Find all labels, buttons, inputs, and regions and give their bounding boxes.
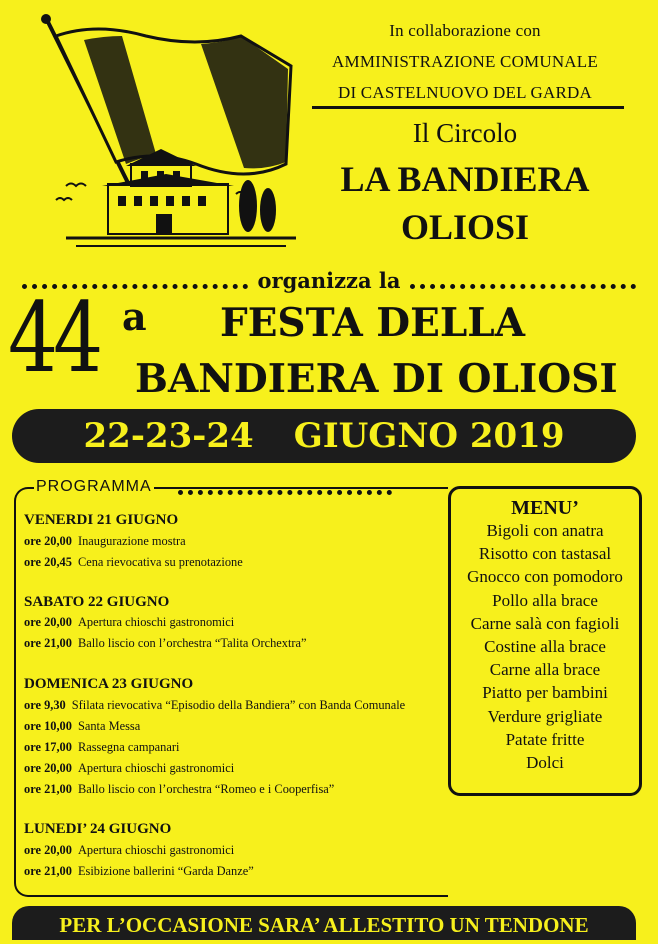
event-text: Cena rievocativa su prenotazione xyxy=(77,555,243,569)
event-time: ore 20,00 xyxy=(24,534,72,548)
day-label: VENERDI 21 GIUGNO xyxy=(24,512,179,528)
event-text: Ballo liscio con l’orchestra “Talita Orchextra” xyxy=(77,636,307,650)
event-text: Apertura chioschi gastronomici xyxy=(77,843,235,857)
date-bar xyxy=(12,409,636,463)
event-text: Ballo liscio con l’orchestra “Romeo e i Cooperfisa” xyxy=(77,782,335,796)
event-row xyxy=(24,843,234,858)
menu-item: Dolci xyxy=(526,753,564,773)
event-days: 22-23-24 xyxy=(83,416,254,456)
event-month-year: GIUGNO 2019 xyxy=(293,416,565,456)
flag-villa-logo xyxy=(36,14,306,254)
event-row xyxy=(24,740,179,755)
event-row xyxy=(24,761,234,776)
edition-ordinal: a xyxy=(122,294,147,339)
footer-banner: PER L’OCCASIONE SARA’ ALLESTITO UN TENDONE xyxy=(12,906,636,940)
programma-title: PROGRAMMA xyxy=(36,478,152,495)
menu-item: Verdure grigliate xyxy=(487,706,603,726)
menu-item: Gnocco con pomodoro xyxy=(467,567,623,587)
event-text: Esibizione ballerini “Garda Danze” xyxy=(77,864,254,878)
event-text: Apertura chioschi gastronomici xyxy=(77,615,235,629)
event-text: Rassegna campanari xyxy=(77,740,180,754)
day-label: SABATO 22 GIUGNO xyxy=(24,594,170,610)
menu-item: Costine alla brace xyxy=(484,637,606,657)
event-text: Inaugurazione mostra xyxy=(77,534,186,548)
event-text: Apertura chioschi gastronomici xyxy=(77,761,235,775)
menu-item: Piatto per bambini xyxy=(482,683,608,703)
collab-intro: In collaborazione con xyxy=(389,21,541,40)
event-row xyxy=(24,719,140,734)
event-time: ore 20,00 xyxy=(24,615,72,629)
event-time: ore 21,00 xyxy=(24,636,72,650)
event-time: ore 10,00 xyxy=(24,719,72,733)
event-time: ore 21,00 xyxy=(24,782,72,796)
circolo-intro: Il Circolo xyxy=(412,118,518,148)
menu-title: MENU’ xyxy=(511,497,579,519)
dots-right xyxy=(410,278,636,289)
collab-town: DI CASTELNUOVO DEL GARDA xyxy=(338,83,592,102)
day-label: LUNEDI’ 24 GIUGNO xyxy=(24,821,172,837)
event-row xyxy=(24,555,243,570)
event-text: Sfilata rievocativa “Episodio della Bandiera” con Banda Comunale xyxy=(71,698,406,712)
menu-item: Pollo alla brace xyxy=(492,590,598,610)
organizza-row xyxy=(22,268,636,293)
event-time: ore 20,00 xyxy=(24,843,72,857)
event-row xyxy=(24,534,186,549)
event-time: ore 20,45 xyxy=(24,555,72,569)
menu-item: Patate fritte xyxy=(505,729,585,749)
event-row xyxy=(24,782,334,797)
event-time: ore 20,00 xyxy=(24,761,72,775)
collab-admin: AMMINISTRAZIONE COMUNALE xyxy=(332,52,598,71)
event-time: ore 17,00 xyxy=(24,740,72,754)
event-row xyxy=(24,636,307,651)
circolo-name-2: OLIOSI xyxy=(400,207,530,247)
header-divider xyxy=(312,106,624,109)
menu-item: Risotto con tastasal xyxy=(478,544,612,564)
menu-item: Carne salà con fagioli xyxy=(470,613,620,633)
menu-item: Carne alla brace xyxy=(489,660,601,680)
event-time: ore 21,00 xyxy=(24,864,72,878)
event-row xyxy=(24,615,234,630)
event-text: Santa Messa xyxy=(77,719,141,733)
edition-number: 44 xyxy=(8,282,99,394)
organizza-text: organizza la xyxy=(257,268,401,293)
event-row xyxy=(24,698,405,713)
day-label: DOMENICA 23 GIUGNO xyxy=(24,676,194,692)
event-title-1: FESTA DELLA xyxy=(220,300,525,346)
programma-dots xyxy=(178,482,392,495)
event-title-2: BANDIERA DI OLIOSI xyxy=(135,356,618,402)
event-time: ore 9,30 xyxy=(24,698,66,712)
menu-box xyxy=(448,486,642,796)
circolo-name-1: LA BANDIERA xyxy=(340,159,590,199)
event-row xyxy=(24,864,254,879)
menu-item: Bigoli con anatra xyxy=(486,521,604,540)
